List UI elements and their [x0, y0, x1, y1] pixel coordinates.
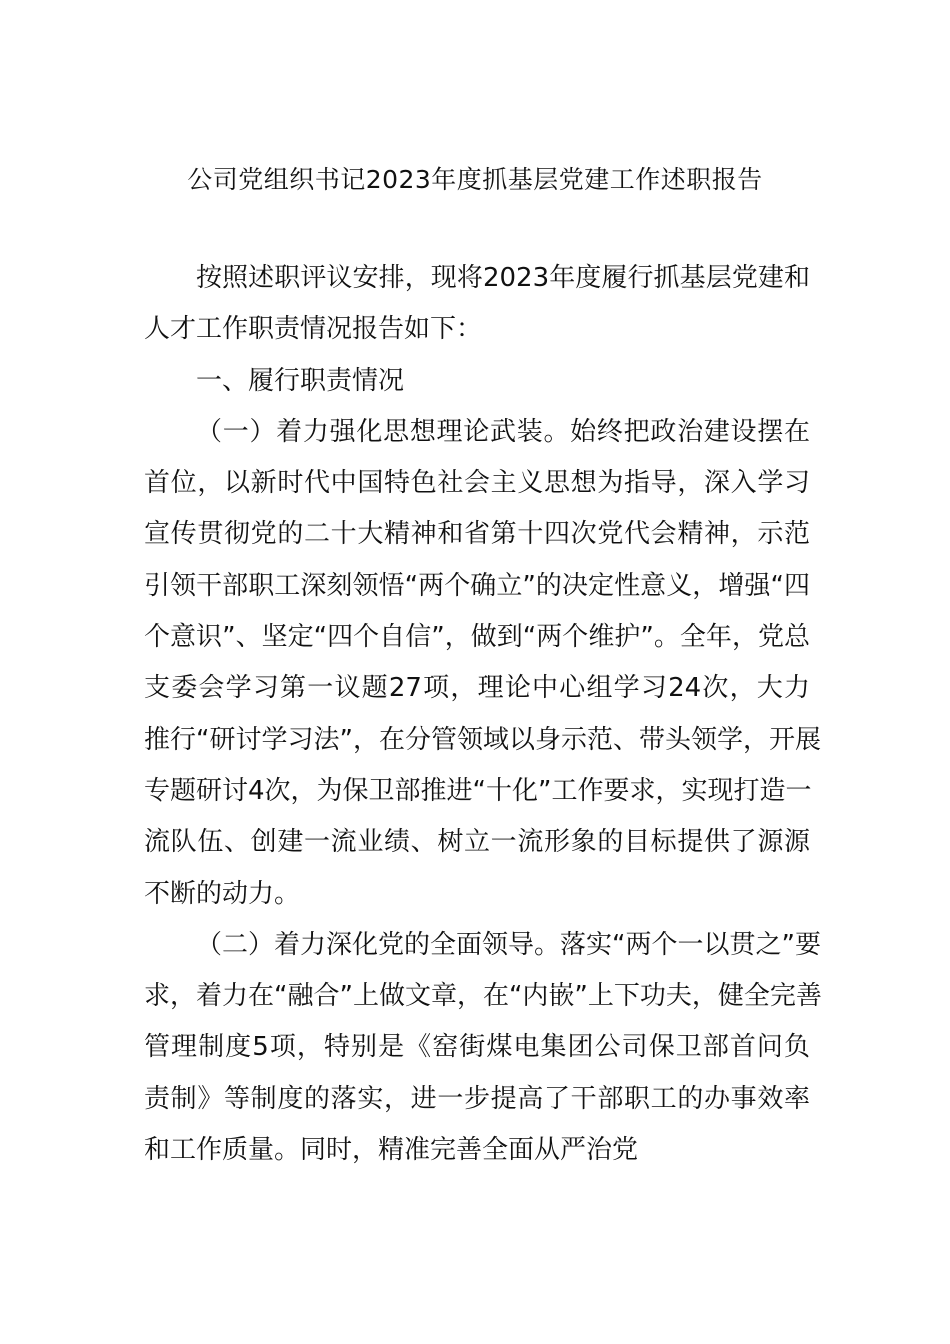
paragraph-line: 按照述职评议安排，现将2023年度履行抓基层党建和 — [196, 263, 810, 293]
paragraph-line: 支委会学习第一议题27项，理论中心组学习24次，大力 — [144, 673, 810, 704]
section-heading: 一、履行职责情况 — [196, 365, 405, 396]
paragraph-line: 专题研讨4次，为保卫部推进“十化”工作要求，实现打造一 — [144, 775, 812, 806]
paragraph-line: 流队伍、创建一流业绩、树立一流形象的目标提供了源源 — [144, 827, 810, 858]
paragraph-line: 推行“研讨学习法”，在分管领域以身示范、带头领学，开展 — [144, 724, 821, 755]
paragraph-line: 管理制度5项，特别是《窑街煤电集团公司保卫部首问负 — [144, 1032, 810, 1063]
document-body — [144, 253, 822, 1176]
paragraph-line: 人才工作职责情况报告如下： — [144, 314, 483, 345]
paragraph-line: 宣传贯彻党的二十大精神和省第十四次党代会精神，示范 — [144, 519, 810, 550]
paragraph-line: 个意识”、坚定“四个自信”，做到“两个维护”。全年，党总 — [144, 622, 810, 653]
paragraph-line: 求，着力在“融合”上做文章，在“内嵌”上下功夫，健全完善 — [144, 981, 822, 1012]
paragraph-line: 首位，以新时代中国特色社会主义思想为指导，深入学习 — [144, 468, 810, 499]
paragraph-line: 不断的动力。 — [144, 878, 301, 909]
paragraph-line: （二）着力深化党的全面领导。落实“两个一以贯之”要 — [196, 929, 821, 960]
paragraph-line: 和工作质量。同时，精准完善全面从严治党 — [144, 1135, 639, 1166]
paragraph-line: 引领干部职工深刻领悟“两个确立”的决定性意义，增强“四 — [144, 570, 810, 601]
document-title: 公司党组织书记2023年度抓基层党建工作述职报告 — [187, 165, 763, 194]
paragraph-line: （一）着力强化思想理论武装。始终把政治建设摆在 — [196, 416, 810, 447]
paragraph-line: 责制》等制度的落实，进一步提高了干部职工的办事效率 — [144, 1083, 810, 1114]
